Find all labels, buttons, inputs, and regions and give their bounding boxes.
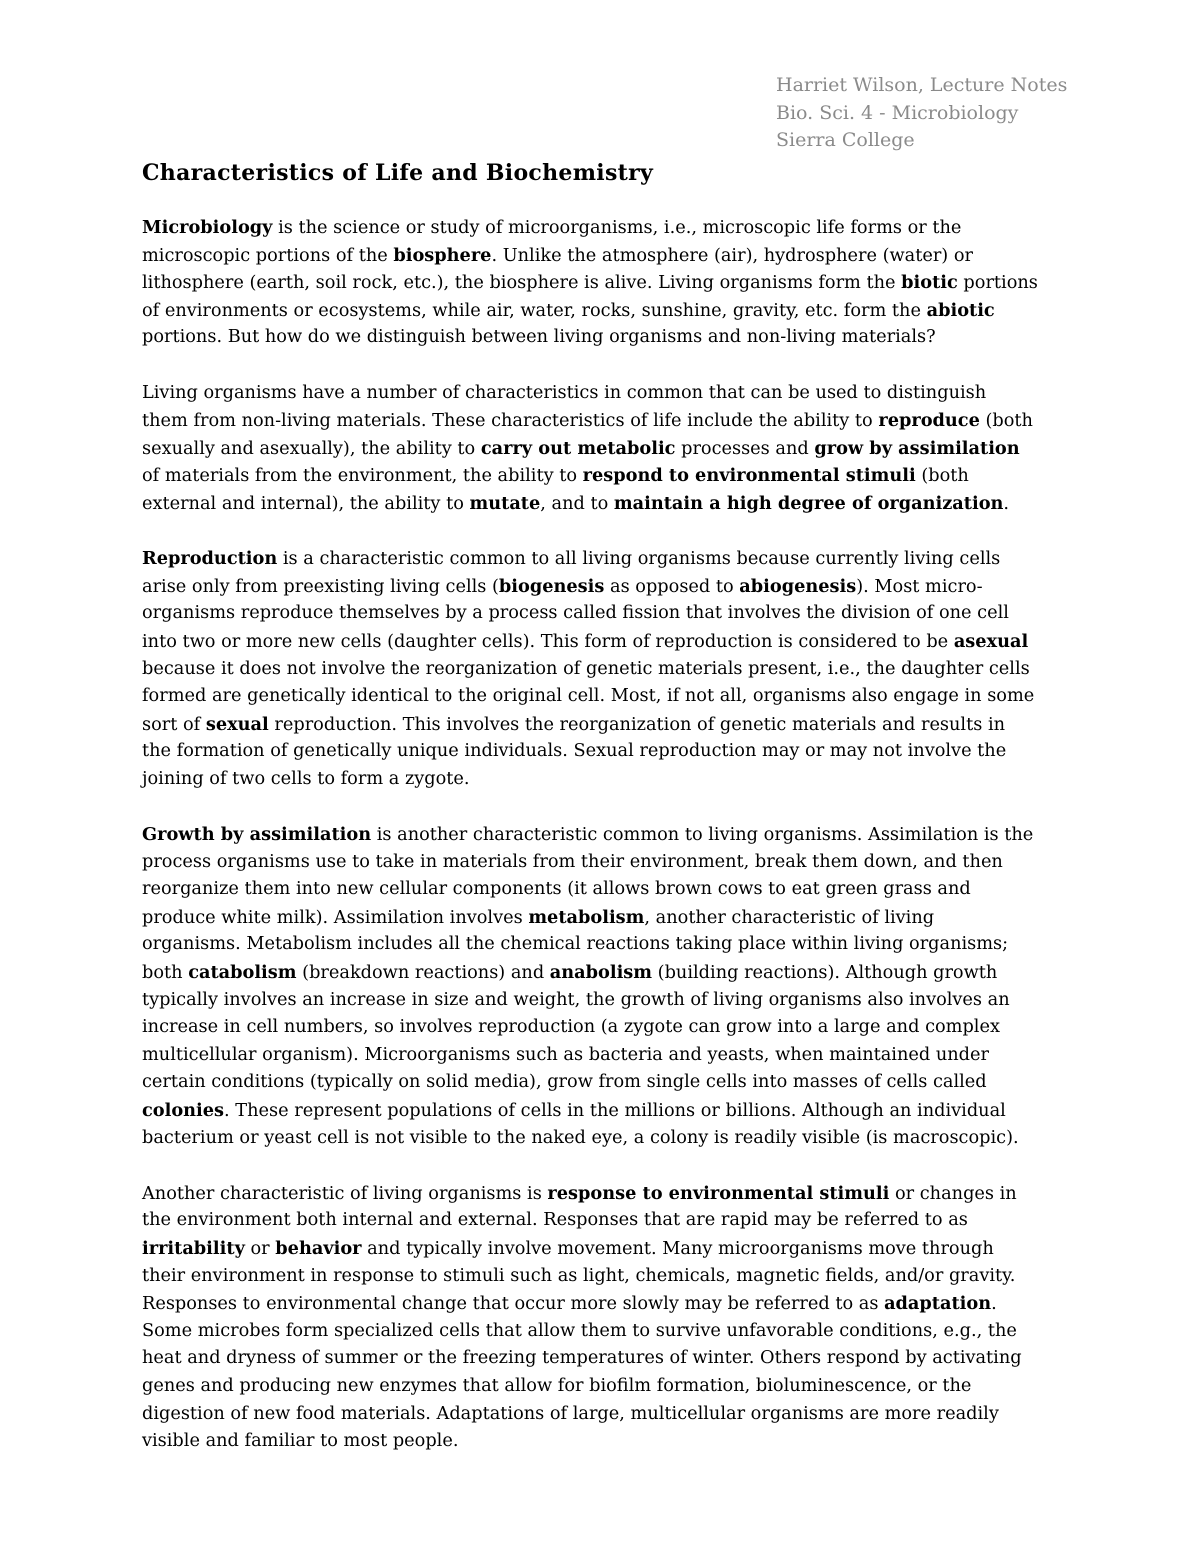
bold-term: maintain a high degree of organization — [613, 492, 1004, 514]
paragraph — [142, 214, 1142, 352]
document-title: Characteristics of Life and Biochemistry — [142, 160, 654, 186]
text-line — [142, 931, 1142, 959]
text-line — [142, 738, 1142, 766]
bold-term: response to environmental stimuli — [547, 1182, 890, 1204]
text-line — [142, 1014, 1142, 1042]
text-line — [142, 1207, 1142, 1235]
bold-term: biotic — [901, 272, 958, 294]
text-line — [142, 324, 1142, 352]
text-line — [142, 987, 1142, 1015]
text-segment: is another characteristic common to living organisms. Assimilation is the — [371, 825, 1034, 846]
text-segment: Responses to environmental change that occur more slowly may be referred to as — [142, 1294, 885, 1315]
text-segment: portions. But how do we distinguish between living organisms and non-living materials? — [142, 327, 936, 348]
text-line — [142, 959, 1142, 987]
paragraph — [142, 1180, 1142, 1456]
text-segment: is a characteristic common to all living organisms because currently living cells — [277, 549, 1001, 570]
text-segment: . These represent populations of cells in the millions or billions. Although an individual — [224, 1101, 1006, 1121]
text-line — [142, 600, 1142, 628]
text-segment: . — [991, 1294, 997, 1315]
text-line — [142, 683, 1142, 711]
bold-term: abiotic — [926, 299, 995, 321]
text-segment: Some microbes form specialized cells that allow them to survive unfavorable conditions, e.g., the — [142, 1320, 1017, 1341]
text-line — [142, 1125, 1142, 1153]
bold-term: catabolism — [188, 962, 297, 984]
text-line — [142, 1318, 1142, 1346]
text-segment: (building reactions). Although growth — [652, 963, 998, 984]
text-line — [142, 1180, 1142, 1208]
text-segment: (both — [915, 466, 969, 487]
text-segment: arise only from preexisting living cells ( — [142, 576, 499, 597]
text-line — [142, 1373, 1142, 1401]
text-line — [142, 1428, 1142, 1456]
text-segment: (breakdown reactions) and — [296, 963, 550, 984]
header-college-line: Sierra College — [776, 129, 915, 151]
text-line — [142, 711, 1142, 739]
text-line — [142, 1097, 1142, 1125]
bold-term: reproduce — [878, 410, 980, 432]
text-line — [142, 1401, 1142, 1429]
text-segment: formed are genetically identical to the original cell. Most, if not all, organisms also engage in some — [142, 686, 1035, 707]
paragraph — [142, 545, 1142, 793]
text-segment: visible and familiar to most people. — [142, 1431, 459, 1452]
text-segment: typically involves an increase in size and weight, the growth of living organisms also involves an — [142, 989, 1010, 1010]
bold-term: behavior — [275, 1237, 362, 1259]
text-segment: reorganize them into new cellular components (it allows brown cows to eat green grass and — [142, 879, 971, 900]
text-line — [142, 1042, 1142, 1070]
text-segment: Living organisms have a number of characteristics in common that can be used to distinguish — [142, 382, 987, 403]
text-segment: sort of — [142, 714, 206, 735]
text-line — [142, 545, 1142, 573]
text-segment: . Unlike the atmosphere (air), hydrosphere (water) or — [491, 245, 973, 266]
text-segment: produce white milk). Assimilation involves — [142, 907, 529, 928]
bold-term: irritability — [142, 1237, 245, 1259]
text-line — [142, 214, 1142, 242]
bold-term: biogenesis — [498, 575, 605, 597]
text-segment: as opposed to — [604, 576, 740, 597]
text-line — [142, 242, 1142, 270]
bold-term: grow by assimilation — [814, 437, 1020, 459]
bold-term: mutate — [469, 492, 541, 514]
text-segment: Another characteristic of living organisms is — [142, 1183, 548, 1204]
text-segment: into two or more new cells (daughter cells). This form of reproduction is considered to be — [142, 631, 954, 652]
text-line — [142, 1290, 1142, 1318]
text-segment: or changes in — [889, 1183, 1017, 1204]
bold-term: adaptation — [884, 1293, 992, 1315]
text-segment: heat and dryness of summer or the freezing temperatures of winter. Others respond by activating — [142, 1348, 1022, 1369]
text-segment: of environments or ecosystems, while air, water, rocks, sunshine, gravity, etc. form the — [142, 300, 927, 321]
text-line — [142, 462, 1142, 490]
text-segment: sexually and asexually), the ability to — [142, 438, 481, 459]
bold-term: sexual — [205, 713, 269, 735]
text-line — [142, 628, 1142, 656]
text-segment: or — [244, 1238, 276, 1259]
text-segment: genes and producing new enzymes that allow for biofilm formation, bioluminescence, or the — [142, 1375, 972, 1396]
text-segment: reproduction. This involves the reorganization of genetic materials and results in — [268, 714, 1006, 735]
text-segment: multicellular organism). Microorganisms such as bacteria and yeasts, when maintained under — [142, 1044, 989, 1065]
bold-term: respond to environmental stimuli — [582, 465, 916, 487]
text-segment: organisms. Metabolism includes all the chemical reactions taking place within living organisms; — [142, 934, 1009, 955]
text-segment: both — [142, 963, 189, 984]
text-segment: organisms reproduce themselves by a process called fission that involves the division of one cell — [142, 603, 1009, 624]
text-segment: bacterium or yeast cell is not visible to the naked eye, a colony is readily visible (is macroscopic). — [142, 1127, 1019, 1148]
bold-term: Reproduction — [142, 548, 278, 570]
bold-term: carry out metabolic — [480, 437, 676, 459]
text-segment: and typically involve movement. Many microorganisms move through — [361, 1238, 994, 1259]
header-author-line: Harriet Wilson, Lecture Notes — [776, 74, 1068, 96]
text-segment: (both — [979, 411, 1033, 432]
text-segment: portions — [957, 273, 1038, 294]
text-segment: the formation of genetically unique individuals. Sexual reproduction may or may not involve the — [142, 741, 1007, 762]
text-line — [142, 876, 1142, 904]
bold-term: colonies — [142, 1100, 225, 1121]
text-line — [142, 904, 1142, 932]
bold-term: anabolism — [549, 962, 653, 984]
text-line — [142, 407, 1142, 435]
text-segment: increase in cell numbers, so involves reproduction (a zygote can grow into a large and complex — [142, 1017, 1000, 1038]
bold-term: metabolism — [528, 906, 645, 928]
document-header — [776, 72, 1067, 155]
text-line — [142, 573, 1142, 601]
text-line — [142, 490, 1142, 518]
text-line — [142, 849, 1142, 877]
text-line — [142, 297, 1142, 325]
text-line — [142, 1235, 1142, 1263]
text-segment: lithosphere (earth, soil rock, etc.), the biosphere is alive. Living organisms form the — [142, 273, 902, 294]
text-line — [142, 1263, 1142, 1291]
text-line — [142, 821, 1142, 849]
paragraph — [142, 821, 1142, 1152]
text-segment: their environment in response to stimuli such as light, chemicals, magnetic fields, and/or gravity. — [142, 1265, 1016, 1286]
header-course-line: Bio. Sci. 4 - Microbiology — [776, 101, 1019, 124]
text-segment: ). Most micro- — [856, 576, 983, 597]
text-line — [142, 269, 1142, 297]
text-segment: digestion of new food materials. Adaptations of large, multicellular organisms are more readily — [142, 1403, 999, 1424]
text-segment: , and to — [540, 493, 614, 514]
text-line — [142, 766, 1142, 794]
text-line — [142, 656, 1142, 684]
text-line — [142, 435, 1142, 463]
text-line — [142, 1345, 1142, 1373]
text-segment: joining of two cells to form a zygote. — [142, 768, 470, 789]
text-segment: external and internal), the ability to — [142, 493, 470, 514]
text-line — [142, 1069, 1142, 1097]
paragraph — [142, 380, 1142, 518]
text-segment: process organisms use to take in materials from their environment, break them down, and then — [142, 851, 1003, 872]
text-segment: certain conditions (typically on solid media), grow from single cells into masses of cells called — [142, 1072, 987, 1093]
document-body — [142, 214, 1142, 1483]
text-segment: microscopic portions of the — [142, 245, 394, 266]
bold-term: asexual — [953, 630, 1029, 652]
text-line — [142, 380, 1142, 408]
bold-term: Growth by assimilation — [142, 824, 372, 846]
text-segment: the environment both internal and external. Responses that are rapid may be referred to as — [142, 1210, 968, 1231]
text-segment: processes and — [675, 438, 815, 459]
text-segment: them from non-living materials. These characteristics of life include the ability to — [142, 411, 879, 432]
text-segment: because it does not involve the reorganization of genetic materials present, i.e., the daughter cells — [142, 658, 1030, 679]
bold-term: Microbiology — [142, 217, 273, 238]
bold-term: biosphere — [393, 244, 492, 266]
text-segment: , another characteristic of living — [644, 907, 935, 928]
text-segment: is the science or study of microorganisms, i.e., microscopic life forms or the — [272, 218, 962, 238]
text-segment: of materials from the environment, the ability to — [142, 466, 583, 487]
text-segment: . — [1003, 493, 1010, 514]
bold-term: abiogenesis — [739, 575, 857, 597]
